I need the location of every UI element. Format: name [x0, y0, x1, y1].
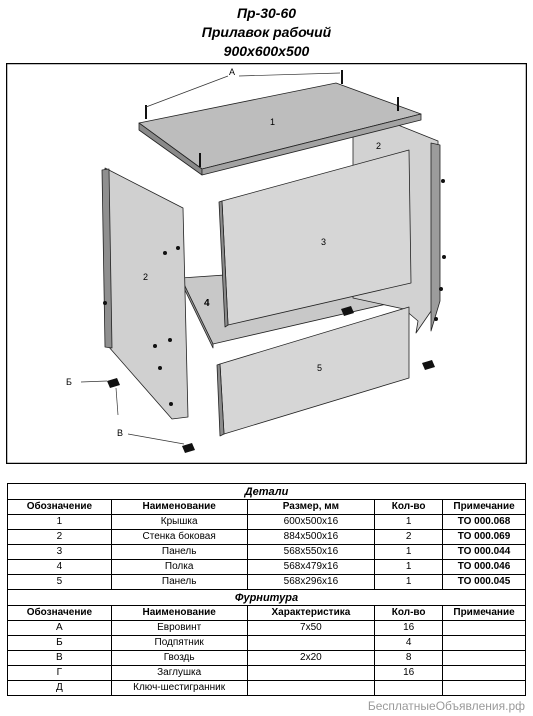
specification-table	[7, 483, 526, 696]
cell-name: Стенка боковая	[111, 530, 247, 545]
column-header: Размер, мм	[247, 500, 375, 515]
confirmat-screw-icon	[158, 366, 162, 370]
column-header: Обозначение	[8, 500, 112, 515]
cell-qty: 8	[375, 651, 443, 666]
column-header: Наименование	[111, 606, 247, 621]
table-row	[8, 515, 526, 530]
cell-name: Панель	[111, 575, 247, 590]
table-row	[8, 681, 526, 696]
confirmat-screw-icon	[397, 97, 399, 111]
part-label-5: 5	[317, 363, 323, 373]
cell-qty: 1	[375, 545, 443, 560]
cell-name: Панель	[111, 545, 247, 560]
cell-note: ТО 000.069	[443, 530, 526, 545]
cell-size: 568x296x16	[247, 575, 375, 590]
cell-qty: 1	[375, 560, 443, 575]
cell-note	[443, 636, 526, 651]
table-row	[8, 575, 526, 590]
confirmat-screw-icon	[199, 153, 201, 167]
table-row	[8, 560, 526, 575]
details-section-title: Детали	[8, 484, 526, 500]
cell-qty: 1	[375, 575, 443, 590]
column-header: Кол-во	[375, 606, 443, 621]
table-row	[8, 545, 526, 560]
hardware-label-b: Б	[66, 377, 72, 387]
cell-qty: 4	[375, 636, 443, 651]
part-label-3: 3	[321, 237, 327, 247]
cell-characteristic: 7x50	[247, 621, 375, 636]
cell-note: ТО 000.068	[443, 515, 526, 530]
watermark: БесплатныеОбъявления.рф	[367, 699, 525, 713]
table-row	[8, 651, 526, 666]
cell-note	[443, 621, 526, 636]
cell-note	[443, 666, 526, 681]
cell-size: 568x479x16	[247, 560, 375, 575]
confirmat-screw-icon	[176, 246, 180, 250]
cell-qty: 2	[375, 530, 443, 545]
confirmat-screw-icon	[153, 344, 157, 348]
cell-designation: 2	[8, 530, 112, 545]
column-header: Наименование	[111, 500, 247, 515]
cell-note: ТО 000.045	[443, 575, 526, 590]
cell-designation: 5	[8, 575, 112, 590]
confirmat-screw-icon	[103, 301, 107, 305]
cell-name: Евровинт	[111, 621, 247, 636]
cell-designation: А	[8, 621, 112, 636]
product-dimensions: 900x600x500	[223, 43, 310, 59]
table-row	[8, 666, 526, 681]
cell-designation: В	[8, 651, 112, 666]
column-header: Обозначение	[8, 606, 112, 621]
cell-note	[443, 651, 526, 666]
part-label-4: 4	[204, 298, 210, 309]
cell-name: Полка	[111, 560, 247, 575]
cell-name: Подпятник	[111, 636, 247, 651]
cell-name: Гвоздь	[111, 651, 247, 666]
cell-qty: 16	[375, 621, 443, 636]
hardware-section-title: Фурнитура	[8, 590, 526, 606]
cell-designation: Б	[8, 636, 112, 651]
cell-characteristic: 2x20	[247, 651, 375, 666]
hardware-header-row	[8, 606, 526, 621]
table-row	[8, 621, 526, 636]
product-name: Прилавок рабочий	[201, 24, 332, 40]
assembly-drawing	[6, 63, 527, 464]
cell-characteristic	[247, 636, 375, 651]
cell-designation: Д	[8, 681, 112, 696]
cell-qty	[375, 681, 443, 696]
part-label-2-left: 2	[143, 272, 149, 282]
cell-designation: 3	[8, 545, 112, 560]
part-label-1: 1	[270, 117, 276, 127]
cell-designation: Г	[8, 666, 112, 681]
cell-designation: 4	[8, 560, 112, 575]
confirmat-screw-icon	[168, 338, 172, 342]
cell-designation: 1	[8, 515, 112, 530]
cell-qty: 16	[375, 666, 443, 681]
cell-note	[443, 681, 526, 696]
cell-note: ТО 000.046	[443, 560, 526, 575]
hardware-label-a: А	[229, 67, 236, 77]
confirmat-screw-icon	[163, 251, 167, 255]
confirmat-screw-icon	[434, 317, 438, 321]
cell-name: Ключ-шестигранник	[111, 681, 247, 696]
cell-size: 884x500x16	[247, 530, 375, 545]
cell-qty: 1	[375, 515, 443, 530]
cell-characteristic	[247, 681, 375, 696]
confirmat-screw-icon	[442, 255, 446, 259]
cell-characteristic	[247, 666, 375, 681]
cell-size: 568x550x16	[247, 545, 375, 560]
confirmat-screw-icon	[169, 402, 173, 406]
table-row	[8, 530, 526, 545]
table-row	[8, 636, 526, 651]
column-header: Характеристика	[247, 606, 375, 621]
column-header: Кол-во	[375, 500, 443, 515]
cell-size: 600x500x16	[247, 515, 375, 530]
confirmat-screw-icon	[341, 70, 343, 84]
confirmat-screw-icon	[441, 179, 445, 183]
hardware-label-v: В	[117, 428, 124, 438]
column-header: Примечание	[443, 500, 526, 515]
confirmat-screw-icon	[439, 287, 443, 291]
part-label-2-right: 2	[376, 141, 382, 151]
cell-name: Крышка	[111, 515, 247, 530]
column-header: Примечание	[443, 606, 526, 621]
details-header-row	[8, 500, 526, 515]
cell-name: Заглушка	[111, 666, 247, 681]
drawing-code: Пр-30-60	[236, 5, 297, 21]
cell-note: ТО 000.044	[443, 545, 526, 560]
